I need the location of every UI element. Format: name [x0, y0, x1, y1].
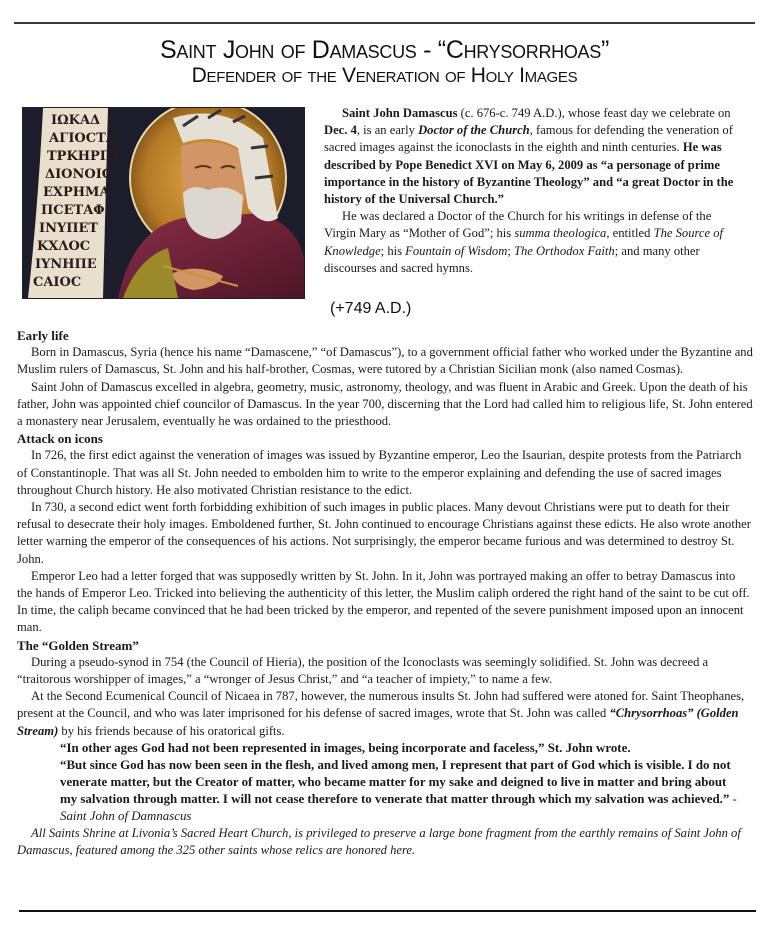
saint-icon-image	[22, 107, 305, 299]
quote-attribution: - Saint John of Damnascus	[60, 791, 737, 823]
svg-text:ΙΝΥΠΕΤ: ΙΝΥΠΕΤ	[39, 221, 99, 236]
svg-text:ΕΧΡΗΜΑ: ΕΧΡΗΜΑ	[43, 185, 110, 200]
paragraph: Born in Damascus, Syria (hence his name “Damascene,” “of Damascus”), to a government official father who worked under the Byzantine and Muslim rulers of Damascus, St. John and his half-brother, Cosmas, were tutored by a Christian Sicilian monk (also named Cosmas).	[17, 345, 753, 377]
paragraph: Saint John of Damascus excelled in algebra, geometry, music, astronomy, theology, and was fluent in Arabic and Greek. Upon the death of his father, John was appointed chief councilor of Damascus. In the year 700, discerning that the Lord had called him to religious life, St. John entered a monastery near Jerusalem, eventually he was ordained to the priesthood.	[17, 379, 753, 429]
feast-day: Dec. 4	[324, 123, 357, 138]
saint-name: Saint John Damascus	[342, 106, 458, 120]
svg-text:ΔΙΟΝΟΙΟ: ΔΙΟΝΟΙΟ	[45, 167, 114, 182]
doctor-title: Doctor of the Church	[418, 123, 530, 138]
paragraph: Emperor Leo had a letter forged that was supposedly written by St. John. In it, John was portrayed making an offer to betray Damascus into the hands of Emperor Leo. Tricked into believing the authenticity of this letter, the Muslim caliph ordered the right hand of the saint to be cut off. In time, the caliph became convinced that he had been tricked by the emperor, and repented of the severe punishment imposed upon an innocent man.	[17, 568, 750, 635]
intro-paragraph-2: He was declared a Doctor of the Church for his writings in defense of the Virgin Mary as “Mother of God”; his summa theologica, entitled The Source of Knowledge; his Fountain of Wisdom; The Orthodox Faith; and many other discourses and sacred hymns.	[324, 209, 724, 275]
page-subtitle: Defender of the Veneration of Holy Images	[191, 64, 578, 87]
quote-line-2: “But since God has now been seen in the flesh, and lived among men, I represent that part of God which is visible. I do not venerate matter, but the Creator of matter, who became matter for my sake and deigned to live in matter and bring about my salvation through matter. I will not cease therefore to venerate that matter through which my salvation was achieved.” - Saint John of Damnascus	[60, 757, 737, 823]
svg-text:ΙΥΝΗΠΕ: ΙΥΝΗΠΕ	[35, 257, 97, 272]
svg-text:ΠCΕΤΑΦ: ΠCΕΤΑΦ	[41, 203, 105, 218]
closing-note: All Saints Shrine at Livonia’s Sacred Heart Church, is privileged to preserve a large bone fragment from the earthly remains of Saint John of Damascus, featured among the 325 other saints whose relics are honored here.	[17, 825, 741, 858]
pope-quote: He was described by Pope Benedict XVI on May 6, 2009 as “a personage of prime importance in the history of Byzantine Theology” and “a great Doctor in the history of the Universal Church.”	[324, 140, 734, 207]
svg-text:CΑΙΟC: CΑΙΟC	[33, 275, 82, 290]
svg-text:ΙΩΚΑΔ: ΙΩΚΑΔ	[51, 113, 101, 128]
section-heading-attack-on-icons: Attack on icons	[17, 431, 103, 447]
intro-text	[324, 105, 744, 277]
article-body	[17, 327, 753, 859]
svg-text:ΚΧΛΟC: ΚΧΛΟC	[37, 239, 91, 254]
paragraph: At the Second Ecumenical Council of Nicaea in 787, however, the numerous insults St. John had suffered were atoned for. Saint Theophanes, present at the Council, and who was later imprisoned for his defense of sacred images, wrote that St. John was called “Chrysorrhoas” (Golden Stream) by his friends because of his oratorical gifts.	[17, 689, 745, 738]
death-date: (+749 A.D.)	[330, 300, 412, 317]
page-title: Saint John of Damascus - “Chrysorrhoas”	[160, 36, 609, 64]
svg-text:ΑΓΙΟCΤΑ: ΑΓΙΟCΤΑ	[49, 131, 116, 146]
paragraph: In 726, the first edict against the veneration of images was issued by Byzantine emperor, Leo the Isaurian, despite protests from the Patriarch of Constantinople. That was all St. John needed to embolden him to write to the emperor explaining and defending the use of sacred images throughout Church history. He also motivated Christian resistance to the edict.	[17, 448, 742, 497]
paragraph: In 730, a second edict went forth forbidding exhibition of such images in public places. Many devout Christians were put to death for their refusal to desecrate their holy images. Emboldened further, St. John continued to encourage Christians against these edicts. He also wrote another letter warning the emperor of the consequences of his actions. Not surprisingly, the emperor became furious and was determined to destroy St. John.	[17, 500, 751, 566]
paragraph: During a pseudo-synod in 754 (the Council of Hieria), the position of the Iconoclasts was seemingly solidified. St. John was decreed a “traitorous worshipper of images,” a “wronger of Jesus Christ,” and “a teacher of impiety,” to name a few.	[17, 654, 709, 687]
section-heading-golden-stream: The “Golden Stream”	[17, 637, 139, 653]
section-heading-early-life: Early life	[17, 328, 69, 343]
intro-paragraph-1: Saint John Damascus (c. 676-c. 749 A.D.), whose feast day we celebrate on Dec. 4, is an early Doctor of the Church, famous for defending the veneration of sacred images against the iconoclasts in the eighth and ninth centuries. He was described by Pope Benedict XVI on May 6, 2009 as “a personage of prime importance in the history of Byzantine Theology” and “a great Doctor in the history of the Universal Church.”	[324, 106, 734, 207]
top-rule	[14, 22, 755, 24]
icon-painting	[23, 108, 304, 298]
bottom-rule	[19, 910, 756, 912]
block-quote	[60, 740, 740, 825]
chrysorrhoas-name: “Chrysorrhoas” (Golden Stream)	[17, 706, 739, 738]
svg-text:ΤΡΚΗΡΠΕ: ΤΡΚΗΡΠΕ	[47, 149, 122, 164]
quote-line-1: “In other ages God had not been represented in images, being incorporate and faceless,” St. John wrote.	[60, 740, 631, 755]
